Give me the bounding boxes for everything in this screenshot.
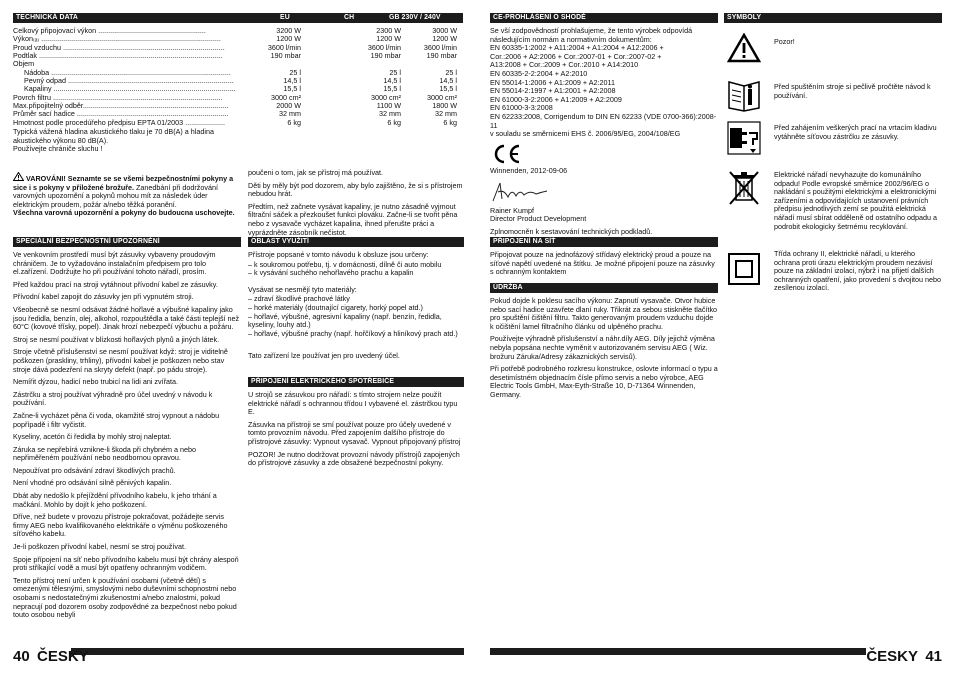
spec-row [13, 27, 463, 35]
spec-row [13, 77, 463, 85]
safety-paragraph: Nemířit dýzou, hadicí nebo trubicí na lidi ani zvířata. [13, 377, 178, 387]
safety-paragraph: Před každou prací na stroji vytáhnout přívodní kabel ze zásuvky. [13, 279, 218, 289]
safety-paragraph: Stroj se nesmí používat v blízkosti hořlavých plynů a jiných látek. [13, 334, 220, 344]
spec-value: 190 mbar [270, 52, 301, 61]
forbidden-item: – zdraví škodlivé prachové látky [248, 294, 350, 304]
maintenance-header [490, 283, 718, 293]
usage-text [248, 251, 464, 365]
usage-item: – k soukromou potřebu, tj. v domácnosti, dílně či auto mobilu [248, 259, 442, 269]
signature-image [490, 179, 550, 207]
spec-value [401, 60, 457, 68]
ce-norm: EN 55014-1:2006 + A1:2009 + A2:2011 [490, 77, 615, 87]
spec-value: 25 l [289, 68, 301, 77]
signature-block [490, 167, 718, 236]
ce-norm: Cor.:2006 + A2:2006 + Cor.:2007-01 + Cor.:2007-02 + [490, 51, 662, 61]
forbidden-item: – horké materiály (doutnající cigarety, horký popel atd.) [248, 302, 423, 312]
maintenance-text [490, 297, 718, 404]
symbols-header [724, 13, 942, 23]
children-safety-text [248, 169, 464, 241]
spec-value: 1200 W [276, 35, 301, 44]
page-number: 40 [13, 648, 30, 665]
col-ch: CH [344, 14, 355, 21]
safety-paragraph: Přívodní kabel zapojit do zásuvky jen při vypnutém stroji. [13, 292, 194, 302]
spec-label: Celkový připojovací výkon ...................................................... [13, 27, 206, 35]
spec-value: 190 mbar [426, 52, 457, 61]
ce-norm: EN 55014-2:1997 + A1:2001 + A2:2008 [490, 86, 616, 96]
spec-value: 14,5 l [283, 77, 301, 86]
signatory-name: Rainer Kumpf [490, 205, 534, 215]
ce-norm: EN 61000-3-2:2006 + A1:2009 + A2:2009 [490, 94, 622, 104]
footer-bar [490, 648, 866, 655]
spec-value: 3000 cm² [271, 93, 301, 102]
spec-value: 1200 W [376, 35, 401, 44]
safety-paragraph: Začne-li vycházet pěna či voda, okamžitě stroj vypnout a nádobu popřípadě i filtr vyčistit. [13, 410, 220, 429]
weee-bin-icon [727, 170, 761, 204]
ce-header-label: CE-PROHLÁŠENÍ O SHODĚ [493, 14, 586, 21]
spec-value: 190 mbar [370, 52, 401, 61]
warning-bold: VAROVÁNI! Seznamte se se všemi bezpečnostními pokyny a sice i s pokyny v přiložené brožuře. [13, 174, 234, 192]
ce-declaration [490, 27, 718, 139]
spec-label: Průměr sací hadice ............................................................................ [13, 110, 229, 119]
spec-value [245, 60, 301, 68]
spec-value: 3600 l/min [267, 43, 301, 52]
spec-value: 6 kg [387, 118, 401, 127]
symbol-text-0: Pozor! [774, 37, 795, 46]
spec-value: 15,5 l [283, 85, 301, 94]
spec-row [13, 102, 463, 110]
spec-value: 1200 W [432, 35, 457, 44]
forbidden-intro: Vysávat se nesmějí tyto materiály: [248, 284, 357, 294]
spec-value: 2300 W [376, 27, 401, 35]
maintenance-paragraph: Při potřebě podrobného rozkresu konstrukce, oslovte informací o typu a desetimístném objednacím čísle přímo servis a nebo výrobce, AEG Electric Tools GmbH, Max-Eyth-Straße 10, D-71364 Winnenden, Germany. [490, 364, 718, 399]
spec-table [13, 27, 463, 127]
symbol-text-3: Elektrické nářadí nevyhazujte do komunálního odpadu! Podle evropské směrnice 2002/96/EG o nakládání s použitými elektrickými a elektronickými zařízeními a odpovídajících ustanovení právních předpisu jednotlivých zemí se použitá elektrická nářadí musí sbírat odděleně od ostatního odpadu a podrobit ekologicky šetrnému recyklování. [774, 170, 938, 231]
spec-value: 1800 W [432, 102, 457, 111]
symbol-text-4: Třída ochrany II, elektrické nářadí, u kterého ochrana proti úrazu elektrickým proudem nezávisí pouze na základní izolaci, nýbrž i na přijetí dalších ochranných opatření, jako provedení s dvojitou nebo zesílenou izolací. [774, 249, 942, 293]
manual-icon [727, 78, 761, 112]
spec-value: 3200 W [276, 27, 301, 35]
right-footer [490, 648, 942, 666]
connection-paragraph: U strojů se zásuvkou pro nářadí: s tímto strojem nelze použít elektrické nářadí s ochrannou třídou I vybavené el. zástrčkou typu E. [248, 390, 458, 417]
safety-paragraph: Dbát aby nedošlo k přejíždění přívodního kabelu, k jeho trhání a mačkání. Mohlo by dojít k jeho poškození. [13, 491, 217, 509]
maintenance-paragraph: Používejte výhradně příslušenství a náhr.díly AEG. Díly jejichž výměna nebyla popsána nechte vyměnit v autorizovaném servisu AEG ( Wiz. brožuru Záruka/Adresy zákaznických servisů). [490, 334, 715, 361]
usage-intro: Přístroje popsané v tomto návodu k obsluze jsou určeny: [248, 250, 429, 259]
spec-value [301, 60, 401, 68]
spec-row [13, 119, 463, 127]
mid-paragraph: poučeni o tom, jak se přístroj má používat. [248, 168, 384, 177]
col-gb: GB 230V / 240V [389, 14, 441, 21]
ce-norm: A13:2008 + Cor.:2009 + Cor.:2010 + A14:2010 [490, 60, 639, 70]
language-label: ČESKY [866, 648, 918, 665]
safety-paragraph: Dříve, než budete v provozu přístroje pokračovat, požádejte servis firmy AEG nebo kvalifikovaného elektrikáře o výměnu poškozeného síťového kabelu. [13, 512, 228, 539]
spec-row [13, 44, 463, 52]
spec-label: Max.připojitelný odběr......................................................................... [13, 102, 229, 111]
spec-value: 14,5 l [383, 77, 401, 86]
warning-text: Zanedbání při dodržování varovných upozornění a pokynů mohou mít za následek úder elektrickým proudem, požár a/nebo těžká poranění. [13, 182, 218, 209]
noise-text: Typická vážená hladina akustického tlaku je 70 dB(A) a hladina akustického výkonu 80 dB(A). [13, 127, 214, 145]
safety-paragraph: Ve venkovním prostředí musí být zásuvky vybaveny proudovým chráničem. Je to vyžadováno instalačním předpisem pro tolo el.zařízení. Dodržujte ho při používání tohoto nářadí, prosím. [13, 250, 216, 277]
symbol-text-1: Před spuštěním stroje si pečlivě pročtěte návod k používání. [774, 82, 931, 100]
spec-value: 15,5 l [439, 85, 457, 94]
spec-row [13, 69, 463, 77]
connection-header [248, 377, 464, 387]
spec-value: 3600 l/min [367, 43, 401, 52]
safety-header [13, 237, 241, 247]
ce-norm: v souladu se směrnicemi EHS č. 2006/95/EG, 2004/108/EG [490, 129, 681, 139]
mid-paragraph: Děti by měly být pod dozorem, aby bylo zajištěno, že si s přístrojem nebudou hrát. [248, 180, 463, 199]
warning-block [13, 172, 241, 222]
ce-norm: EN 60335-2-2:2004 + A2:2010 [490, 68, 588, 78]
spec-row [13, 94, 463, 102]
ce-norm: EN 60335-1:2002 + A11:2004 + A1:2004 + A12:2006 + [490, 43, 664, 53]
spec-label: Proud vzduchu ................................................................................. [13, 43, 225, 52]
spec-value: 25 l [445, 68, 457, 77]
ce-text: Se vší zodpovědností prohlašujeme, že tento výrobek odpovídá následujícím normám a normativním dokumentům: [490, 26, 693, 44]
spec-value: 32 mm [379, 110, 401, 119]
safety-paragraph: Je-li poškozen přívodní kabel, nesmí se stroj používat. [13, 542, 186, 552]
usage-header-label: OBLAST VYUŽITÍ [251, 238, 310, 245]
spec-label: Hmotnost podle procedúřeho předpisu EPTA 01/2003 .................... [13, 118, 226, 127]
safety-paragraph: Spoje přípojení na síť nebo přívodního kabelu musí být chrány alespoň proti stříkající vodě a musí být opatřeny ochranným vodičem. [13, 554, 239, 573]
ce-header [490, 13, 718, 23]
ce-norm: EN 61000-3-3:2008 [490, 103, 553, 113]
spec-value: 1100 W [376, 102, 401, 111]
safety-paragraph: Stroje včetně příslušenství se nesmí používat když: stroj je viditelně poškozen (praskliny, trhliny), přívodní kabel je poškozen nebo stav stroje dává podezření na skryty defekt (např. po pádu stroje). [13, 347, 228, 374]
connection-paragraph: Zásuvka na přístroji se smí používat pouze pro účely uvedené v tomto provozním návodu. Před zapojením dalšího přístroje do přístrojové zásuvky: Vypnout vysavač. Vypnout připojovaný přístroj [248, 419, 461, 446]
safety-paragraph: Nepoužívat pro odsávání zdraví škodlivých prachů. [13, 465, 176, 475]
tech-data-title: TECHNICKÁ DATA [16, 14, 79, 21]
safety-paragraph: Tento přístroj není určen k používání osobami (včetně dětí) s omezenými tělesnými, smyslovými nebo duševními schopnostmi nebo osobami s nedostatečnými zkušenostmi a/nebo znalostmi, pokud nepracují pod dozorem osoby zodpovědné za bezpečnost nebo pokud touto osobou nebyli [13, 575, 237, 620]
spec-row [13, 60, 463, 68]
spec-value: 3000 W [432, 27, 457, 35]
spec-value: 25 l [389, 68, 401, 77]
spec-label: Kapaliny ........................................................................................... [24, 85, 236, 94]
spec-value: 15,5 l [383, 85, 401, 94]
spec-value: 3000 cm² [371, 93, 401, 102]
symbols-header-label: SYMBOLY [727, 14, 762, 21]
maintenance-paragraph: Pokud dojde k poklesu sacího výkonu: Zapnutí vysavače. Otvor hubice nebo sací hadice uzavřete dlaní ruky. Třikrát za sebou stiskněte tlačítko pro spuštění čištění filtru. Takto generovaným proudem vzduchu dojde k očištění lamel filtračního článku od ulpěného prachu. [490, 296, 718, 331]
spec-value: 6 kg [443, 118, 457, 127]
spec-value: 3000 cm² [427, 93, 457, 102]
spec-row [13, 52, 463, 60]
place-date: Winnenden, 2012-09-06 [490, 166, 568, 175]
safety-paragraph: Kyseliny, acetón či ředidla by mohly stroj naleptat. [13, 432, 172, 442]
noise-info [13, 128, 241, 154]
symbol-text-2: Před zahájením veškerých prací na vrtacím kladivu vytáhněte síťovou zástrčku ze zásuvky. [774, 123, 937, 141]
warning-icon [727, 33, 761, 67]
left-footer [13, 648, 464, 666]
unplug-icon [727, 121, 761, 155]
spec-label: Pevný odpad ................................................................................... [24, 77, 234, 86]
safety-paragraph: Všeobecně se nesmí odsávat žádné hořlavé a výbušné kapaliny jako jsou ředidla, benzín, olej, alkohol, rozpouštědla a také části teplejší než 60°C (kovové třísky, popel). Jinak hrozí nebezpečí výbuchu a požáru. [13, 304, 240, 332]
authorized-text: Zplnomocněn k sestavování technických podkladů. [490, 226, 653, 236]
connection-header-label: PŘIPOJENÍ ELEKTRICKÉHO SPOTŘEBIČE [251, 378, 395, 385]
usage-item: – k vysávání suchého nehořlavého prachu a kapalin [248, 268, 414, 278]
hearing-protection-text: Používejte chrániče sluchu ! [13, 144, 103, 154]
mains-header-label: PŘIPOJENÍ NA SÍŤ [493, 238, 556, 245]
spec-row [13, 110, 463, 118]
spec-label: Nádoba .......................................................................................... [24, 68, 231, 77]
safety-text [13, 251, 241, 624]
spec-value: 3600 l/min [423, 43, 457, 52]
spec-value: 6 kg [287, 118, 301, 127]
tech-data-header [13, 13, 463, 23]
spec-value: 32 mm [435, 110, 457, 119]
signatory-title: Director Product Development [490, 214, 587, 224]
spec-value: 2000 W [276, 102, 301, 111]
ce-norm: EN 62233:2008, Corrigendum to DIN EN 62233 (VDE 0700-366):2008-11 [490, 111, 717, 130]
usage-header [248, 237, 464, 247]
maintenance-header-label: ÚDRŽBA [493, 284, 523, 291]
mid-paragraph: Předtím, než začnete vysávat kapaliny, je nutno zásadně vyjmout filtrační sáček a přezkoušet funkci plováku. Začne-li se tvořit pěna nebo z vysavače vycházet kapalina, ihned přerušte práci a vyprázdněte zásobník nečistot. [248, 201, 458, 237]
usage-note: Tato zařízení lze používat jen pro uvedený účel. [248, 351, 400, 361]
warning-keep: Všechna varovná upozornění a pokyny do budoucna uschovejte. [13, 208, 235, 218]
spec-label: Povrch filtru ..................................................................................... [13, 93, 223, 102]
language-label: ČESKY [37, 648, 89, 665]
safety-paragraph: Zástrčku a stroj používat výhradně pro účel uvedný v návodu k používání. [13, 389, 213, 408]
safety-header-label: SPECIÁLNÍ BEZPEČNOSTNÍ UPOZORNĚNÍ [16, 238, 160, 245]
connection-paragraph: POZOR! Je nutno dodržovat provozní návody přístrojů zapojených do přístrojové zásuvky a zde obsažené bezpečnostní pokyny. [248, 449, 460, 468]
safety-paragraph: Není vhodné pro odsávání silně pěnivých kapalin. [13, 478, 172, 488]
spec-label: Objem [13, 60, 35, 69]
spec-label: Výkon₍ₐ₎ .......................................................................................... [13, 35, 221, 44]
mains-text: Připojovat pouze na jednofázový střídavý elektrický proud a pouze na síťové napětí uvedené na štítku. Je možné připojení pouze na zásuvky s ochranným kontaktem [490, 250, 715, 277]
footer-bar [71, 648, 464, 655]
forbidden-item: – hořlavé, výbušné prachy (např. hořčíkový a hliníkový prach atd.) [248, 328, 458, 338]
mains-header [490, 237, 718, 247]
page-number: 41 [925, 648, 942, 665]
spec-label: Podtlak ............................................................................................ [13, 52, 223, 61]
col-eu: EU [280, 14, 290, 21]
connection-text [248, 391, 464, 472]
class-ii-icon [727, 252, 761, 286]
safety-paragraph: Záruka se nepřebírá vznikne-li škoda při chybném a nebo nepřiměřeném používání nebo neodbornou opravou. [13, 444, 196, 463]
spec-row [13, 35, 463, 43]
spec-value: 14,5 l [439, 77, 457, 86]
forbidden-item: – hořlavé, výbušné, agresivní kapaliny (např. benzín, ředidla, kyseliny, louhy atd.) [248, 311, 442, 330]
spec-row [13, 85, 463, 93]
spec-value: 32 mm [279, 110, 301, 119]
ce-mark-icon [492, 143, 522, 165]
